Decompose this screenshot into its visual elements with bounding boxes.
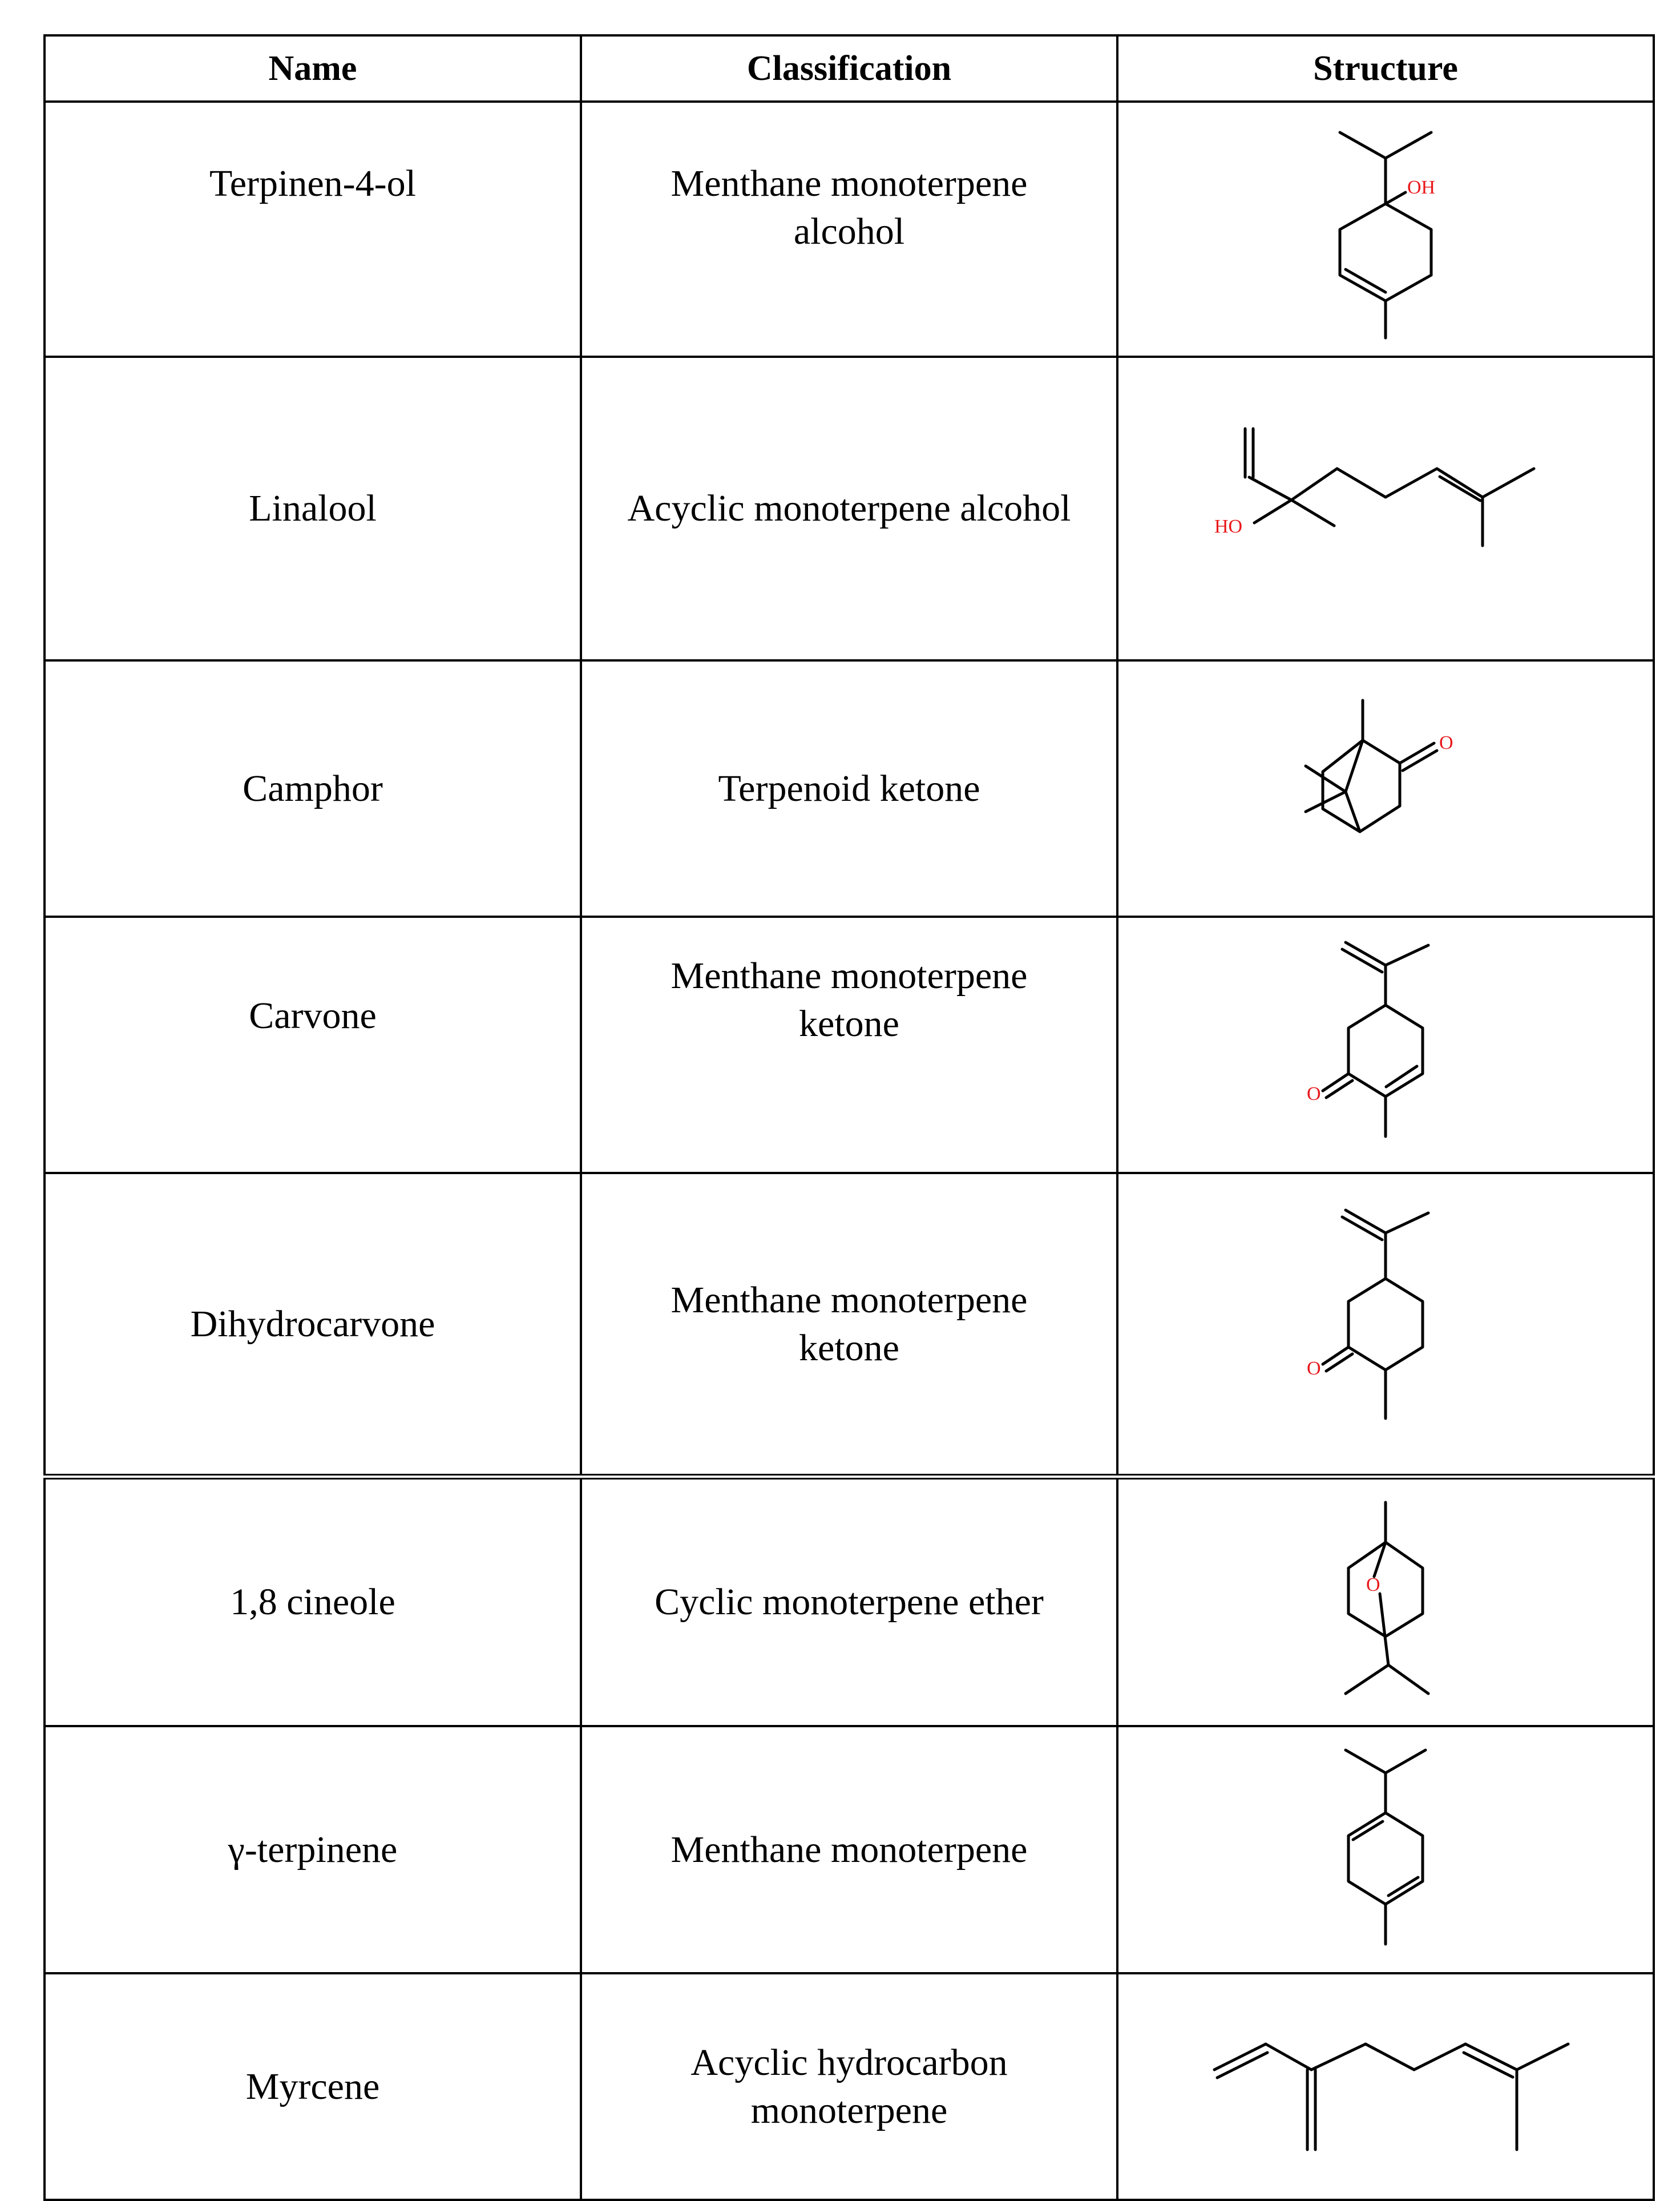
compound-classification: Menthane monoterpene alcohol (581, 102, 1117, 357)
table-row (45, 102, 1654, 357)
compound-name: Linalool (45, 357, 581, 660)
carbonyl-oxygen-label: O (1439, 732, 1453, 753)
table-row (45, 1173, 1654, 1477)
table-row (45, 660, 1654, 917)
compound-classification: Cyclic monoterpene ether (581, 1477, 1117, 1726)
compound-name: Terpinen-4-ol (45, 102, 581, 357)
compound-name: Camphor (45, 660, 581, 917)
carbonyl-oxygen-label: O (1307, 1083, 1321, 1104)
structure-gamma-terpinene (1266, 1730, 1505, 1970)
structure-cell (1117, 102, 1654, 357)
compound-name: Carvone (45, 917, 581, 1173)
table-row (45, 1477, 1654, 1726)
structure-myrcene (1180, 2001, 1591, 2172)
structure-cell (1117, 1477, 1654, 1726)
structure-cell (1117, 917, 1654, 1173)
structure-cell (1117, 357, 1654, 660)
structure-1-8-cineole (1266, 1488, 1505, 1716)
compound-classification: Terpenoid ketone (581, 660, 1117, 917)
structure-cell (1117, 660, 1654, 917)
table-row (45, 917, 1654, 1173)
table-row (45, 1726, 1654, 1973)
structure-carvone (1266, 925, 1505, 1165)
ether-oxygen-label: O (1366, 1574, 1380, 1595)
compound-classification: Menthane monoterpene ketone (581, 1173, 1117, 1477)
compound-classification: Acyclic monoterpene alcohol (581, 357, 1117, 660)
compound-name: Dihydrocarvone (45, 1173, 581, 1477)
header-name: Name (45, 35, 581, 102)
structure-cell (1117, 1726, 1654, 1973)
header-structure: Structure (1117, 35, 1654, 102)
header-classification: Classification (581, 35, 1117, 102)
structure-cell (1117, 1973, 1654, 2200)
table-row (45, 357, 1654, 660)
structure-linalool (1186, 406, 1585, 611)
compound-name: 1,8 cineole (45, 1477, 581, 1726)
compound-name: γ-terpinene (45, 1726, 581, 1973)
table-row (45, 1973, 1654, 2200)
compound-classification: Menthane monoterpene (581, 1726, 1117, 1973)
carbonyl-oxygen-label: O (1307, 1357, 1321, 1379)
compound-classification: Menthane monoterpene ketone (581, 917, 1117, 1173)
hydroxyl-label: OH (1407, 176, 1436, 198)
structure-terpinen-4-ol (1266, 110, 1505, 349)
compound-name: Myrcene (45, 1973, 581, 2200)
monoterpene-table (43, 34, 1655, 2201)
structure-dihydrocarvone (1266, 1193, 1505, 1456)
header-row (45, 35, 1654, 102)
hydroxyl-label: HO (1214, 516, 1243, 537)
compound-classification: Acyclic hydrocarbon monoterpene (581, 1973, 1117, 2200)
structure-cell (1117, 1173, 1654, 1477)
structure-camphor (1260, 686, 1511, 892)
